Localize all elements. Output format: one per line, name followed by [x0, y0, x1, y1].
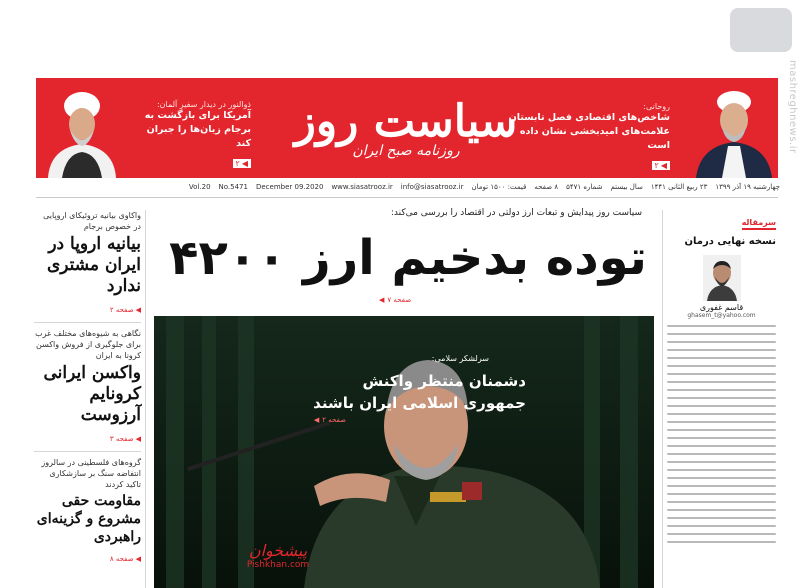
left-story-3[interactable] — [34, 457, 141, 565]
left-story-1-kicker: واکاوی بیانیه تروئیکای اروپایی در خصوص برجام — [43, 211, 141, 231]
text-line — [667, 453, 776, 455]
photo-story-headline[interactable]: دشمنان منتظر واکنش جمهوری اسلامی ایران باشند — [313, 372, 526, 412]
text-line — [667, 405, 776, 407]
lead-photo[interactable] — [154, 316, 654, 588]
editorial-title: نسخه نهایی درمان — [684, 236, 776, 247]
logo-text: سیاست روز — [294, 96, 518, 147]
text-line — [667, 397, 776, 399]
pishkhan-logo-en: Pishkhan.com — [246, 560, 310, 570]
left-story-2[interactable] — [34, 328, 141, 445]
portrait-left — [40, 82, 124, 178]
page-arrow-icon: ◀ — [135, 306, 141, 314]
photo-story-kicker: سرلشکر سلامی: — [431, 354, 489, 363]
lead-photo-illustration — [154, 316, 654, 588]
text-line — [667, 525, 776, 527]
masthead-right-story[interactable] — [500, 102, 670, 172]
watermark-logo — [730, 8, 792, 52]
pishkhan-logo-fa: پیشخوان — [248, 541, 308, 560]
editorial-tag: سرمقاله — [742, 218, 776, 230]
text-line — [667, 517, 776, 519]
photo-story-page — [314, 416, 346, 424]
masthead-left-kicker: ذوالنور در دیدار سفیر آلمان: — [156, 100, 251, 109]
left-column — [34, 210, 146, 588]
author-name: قاسم غفوری — [699, 303, 744, 312]
issue-year: سال بیستم — [610, 183, 643, 191]
text-line — [667, 389, 776, 391]
page-arrow-icon: ◀ — [379, 296, 385, 304]
issue-date-fa: چهارشنبه ۱۹ آذر ۱۳۹۹ — [715, 183, 780, 191]
issue-date-hijri: ۲۳ ربیع الثانی ۱۴۴۱ — [650, 183, 708, 191]
issue-website[interactable]: www.siasatrooz.ir — [331, 183, 393, 191]
left-story-1-headline: بیانیه اروپا در ایران مشتری ندارد — [46, 234, 141, 296]
page-arrow-icon: ◀ — [135, 435, 141, 443]
masthead-left-title: آمریکا برای بازگشت به برجام زیان‌ها را جبران کند — [144, 110, 251, 149]
watermark-vertical-text: mashreghnews.ir — [787, 60, 798, 154]
left-story-3-page-label: صفحه ۸ — [109, 555, 134, 563]
issue-pages: ۸ صفحه — [534, 183, 559, 191]
issue-price: قیمت: ۱۵۰۰ تومان — [471, 183, 527, 191]
text-line — [667, 429, 776, 431]
editorial-body-text — [667, 325, 776, 543]
text-line — [667, 533, 776, 535]
main-headline[interactable]: توده بدخیم ارز ۴۲۰۰ — [169, 230, 647, 286]
text-line — [667, 509, 776, 511]
masthead-left-page: ۲ — [235, 159, 240, 168]
masthead-right-page: ۲ — [654, 161, 659, 170]
photo-story-page-label: صفحه ۲ — [322, 416, 346, 424]
text-line — [667, 373, 776, 375]
editorial-column[interactable] — [662, 210, 778, 588]
column-divider — [34, 322, 141, 323]
text-line — [667, 365, 776, 367]
text-line — [667, 349, 776, 351]
author-email: ghasem_t@yahoo.com — [687, 312, 756, 319]
issue-number-en: No.5471 — [218, 183, 248, 191]
portrait-right — [692, 82, 776, 178]
left-story-2-page — [110, 435, 141, 443]
issue-volume-en: Vol.20 — [188, 183, 211, 191]
masthead — [36, 78, 778, 178]
text-line — [667, 437, 776, 439]
left-story-3-page — [110, 555, 141, 563]
issue-date-en: December 09.2020 — [255, 183, 324, 191]
masthead-right-page-badge — [652, 161, 670, 170]
text-line — [667, 461, 776, 463]
main-headline-page-label: صفحه ۷ — [387, 296, 412, 304]
masthead-left-story[interactable] — [136, 100, 251, 170]
masthead-right-title: شاخص‌های اقتصادی فصل تابستان علامت‌های امیدبخشی نشان داده است — [508, 112, 670, 151]
issue-email[interactable]: info@siasatrooz.ir — [400, 183, 464, 191]
text-line — [667, 381, 776, 383]
left-story-1[interactable] — [34, 210, 141, 316]
page-arrow-icon: ◀ — [313, 416, 320, 424]
page-arrow-icon: ◀ — [241, 159, 248, 168]
masthead-right-kicker: روحانی: — [643, 102, 670, 111]
text-line — [667, 341, 776, 343]
text-line — [667, 333, 776, 335]
main-headline-page — [379, 296, 411, 304]
logo-subtitle: روزنامه صبح ایران — [352, 143, 460, 159]
center-column — [154, 200, 654, 588]
text-line — [667, 501, 776, 503]
author-photo — [703, 255, 741, 301]
left-story-2-headline: واکسن ایرانی کرونایم آرزوست — [43, 363, 141, 425]
masthead-left-page-badge — [233, 159, 251, 168]
issue-info-bar — [168, 181, 780, 193]
left-story-3-headline: مقاومت حقی مشروع و گزینه‌ای راهبردی — [36, 493, 141, 545]
text-line — [667, 325, 776, 327]
page-arrow-icon: ◀ — [135, 555, 141, 563]
newspaper-logo[interactable] — [291, 84, 521, 172]
left-story-1-page — [110, 306, 141, 314]
pishkhan-watermark — [238, 542, 318, 570]
text-line — [667, 485, 776, 487]
left-story-3-kicker: گروه‌های فلسطینی در سالروز انتفاضه سنگ بر سازشکاری تاکید کردند — [41, 458, 141, 489]
text-line — [667, 477, 776, 479]
text-line — [667, 493, 776, 495]
text-line — [667, 357, 776, 359]
left-story-2-kicker: نگاهی به شیوه‌های مختلف غرب برای جلوگیری از فروش واکسن کرونا به ایران — [35, 329, 141, 360]
text-line — [667, 541, 776, 543]
left-story-1-page-label: صفحه ۲ — [109, 306, 134, 314]
text-line — [667, 421, 776, 423]
top-watermark-strip — [0, 0, 800, 78]
column-divider — [34, 451, 141, 452]
text-line — [667, 445, 776, 447]
masthead-divider — [36, 197, 778, 198]
text-line — [667, 469, 776, 471]
page-arrow-icon: ◀ — [660, 161, 667, 170]
issue-number: شماره ۵۴۷۱ — [566, 183, 603, 191]
lead-kicker: سیاست روز پیدایش و تبعات ارز دولتی در اقتصاد را بررسی می‌کند: — [390, 208, 642, 218]
text-line — [667, 413, 776, 415]
left-story-2-page-label: صفحه ۳ — [109, 435, 134, 443]
